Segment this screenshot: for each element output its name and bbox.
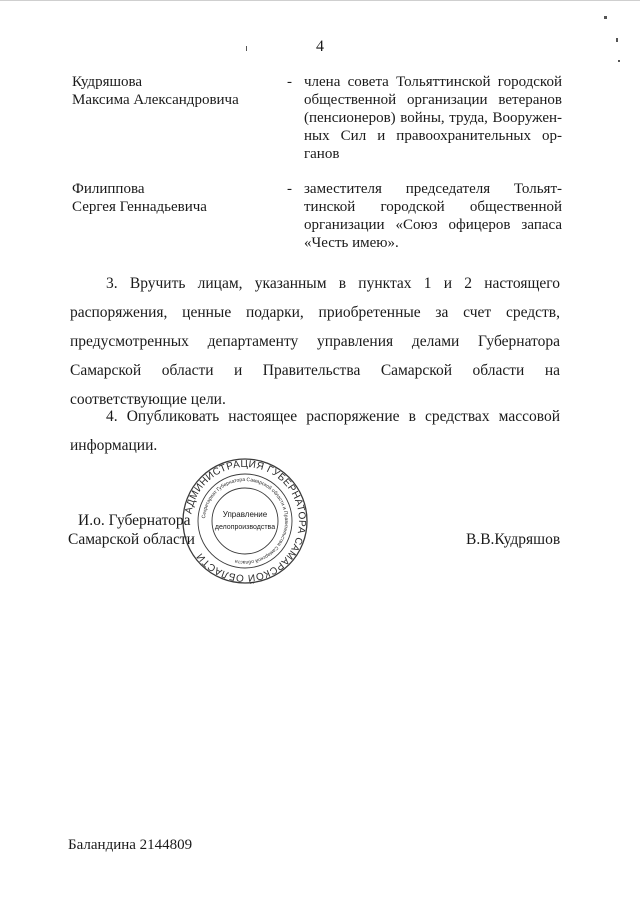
role-line: тинской городской общественной (304, 199, 562, 215)
paragraph-line: Самарской области и Правительства Самарской области на (70, 362, 560, 379)
scan-speck (618, 60, 620, 62)
stamp-center-line1: Управление (222, 510, 268, 519)
signatory-name: В.В.Кудряшов (466, 531, 561, 548)
role-line: заместителя председателя Тольят- (304, 181, 562, 197)
person-role (304, 180, 562, 252)
role-line: организации «Союз офицеров запаса (304, 217, 562, 233)
person-name (72, 180, 207, 216)
entry-dash: - (287, 181, 292, 197)
paragraph-line: распоряжения, ценные подарки, приобретенные за счет средств, (70, 304, 560, 321)
role-line: ганов (304, 146, 340, 162)
role-line: ных Сил и правоохранительных ор- (304, 128, 562, 144)
footer-executor: Баландина 2144809 (68, 837, 193, 853)
role-line: «Честь имею». (304, 235, 399, 251)
official-stamp (181, 457, 309, 585)
paragraph-line: информации. (70, 437, 158, 454)
signatory-title-line2: Самарской области (68, 531, 195, 548)
scan-speck (616, 38, 618, 42)
person-name (72, 73, 239, 109)
person-role (304, 73, 562, 163)
role-line: общественной организации ветеранов (304, 92, 562, 108)
stamp-outer-text: АДМИНИСТРАЦИЯ ГУБЕРНАТОРА САМАРСКОЙ ОБЛАСТИ (183, 458, 308, 584)
entry-dash: - (287, 74, 292, 90)
paragraph-3 (70, 269, 560, 414)
role-line: (пенсионеров) войны, труда, Вооружен- (304, 110, 562, 126)
role-line: члена совета Тольяттинской городской (304, 74, 562, 90)
person-surname: Кудряшова (72, 74, 143, 90)
paragraph-line: предусмотренных департаменту управления делами Губернатора (70, 333, 560, 350)
scan-edge (0, 0, 640, 1)
signatory-title-line1: И.о. Губернатора (78, 512, 191, 529)
paragraph-line: 4. Опубликовать настоящее распоряжение в средствах массовой (106, 408, 560, 425)
page-number: 4 (316, 38, 324, 55)
person-given-names: Сергея Геннадьевича (72, 199, 207, 215)
stamp-inner-text: Секретариат Губернатора Самарской области и Правительства Самарской области (201, 476, 290, 566)
person-surname: Филиппова (72, 181, 145, 197)
paragraph-line: соответствующие цели. (70, 391, 226, 408)
scan-speck (604, 16, 607, 19)
stamp-center-line2: делопроизводства (214, 524, 276, 531)
paragraph-line: 3. Вручить лицам, указанным в пунктах 1 и 2 настоящего (106, 275, 560, 292)
scan-speck (246, 46, 247, 51)
paragraph-4 (70, 402, 560, 460)
person-given-names: Максима Александровича (72, 92, 239, 108)
